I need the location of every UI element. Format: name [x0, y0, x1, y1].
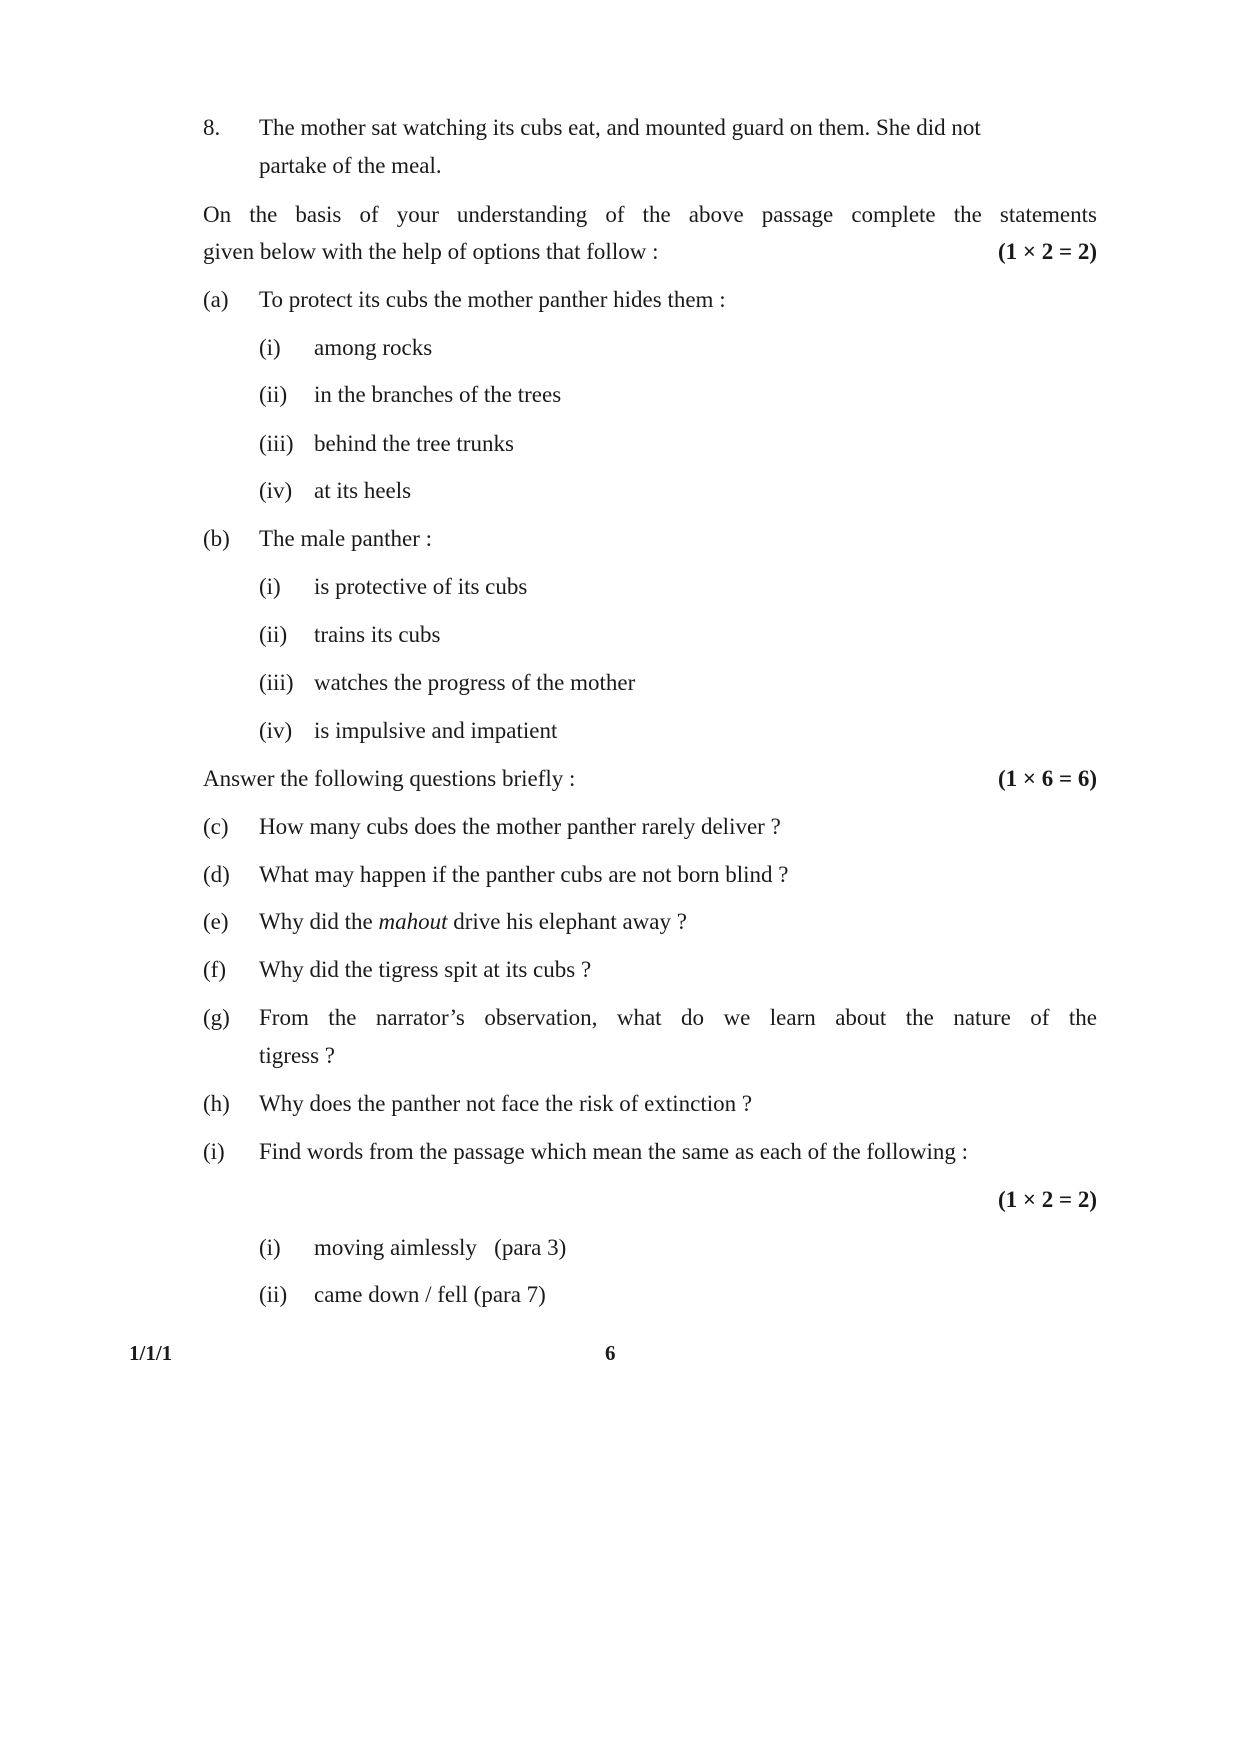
option-text: is impulsive and impatient: [314, 718, 558, 743]
instruction2-text: Answer the following questions briefly :: [203, 766, 576, 791]
option-num: (i): [259, 1235, 281, 1260]
instruction1-line2: given below with the help of options that follow :: [203, 239, 659, 264]
question-a-text: To protect its cubs the mother panther hides them :: [259, 287, 726, 312]
question-label: (d): [203, 862, 230, 887]
question-label: (f): [203, 957, 226, 982]
question-label: (h): [203, 1091, 230, 1116]
page-code: 1/1/1: [129, 1341, 173, 1365]
option-num: (ii): [259, 1282, 288, 1307]
question-text: [259, 910, 687, 933]
option-text: among rocks: [314, 335, 433, 360]
option-text: at its heels: [314, 478, 412, 503]
question-text: How many cubs does the mother panther rarely deliver ?: [259, 814, 781, 839]
question-label: (a): [203, 287, 229, 312]
option-text: behind the tree trunks: [314, 431, 514, 456]
option-num: (iv): [259, 718, 293, 743]
option-num: (ii): [259, 382, 288, 407]
question-text: Why does the panther not face the risk of extinction ?: [259, 1091, 753, 1116]
question-b-text: The male panther :: [259, 526, 433, 551]
question-text-line2: tigress ?: [259, 1043, 336, 1068]
option-text: moving aimlessly (para 3): [314, 1235, 567, 1260]
question-text-line1: From the narrator’s observation, what do we learn about the nature of the: [259, 1005, 1097, 1030]
question-label: (i): [203, 1139, 225, 1164]
option-text: in the branches of the trees: [314, 382, 562, 407]
question-label: (b): [203, 526, 230, 551]
option-num: (ii): [259, 622, 288, 647]
question-text: Why did the tigress spit at its cubs ?: [259, 957, 592, 982]
question-i-text: Find words from the passage which mean the same as each of the following :: [259, 1139, 968, 1164]
option-text: trains its cubs: [314, 622, 441, 647]
option-num: (iii): [259, 670, 294, 695]
item-number: 8.: [203, 115, 221, 140]
option-text: came down / fell (para 7): [314, 1282, 546, 1307]
option-num: (iii): [259, 431, 294, 456]
option-text: is protective of its cubs: [314, 574, 528, 599]
option-num: (iv): [259, 478, 293, 503]
marks-badge: (1 × 6 = 6): [997, 766, 1097, 791]
question-label: (e): [203, 909, 229, 934]
question-text-pre: Why did the: [259, 909, 379, 934]
question-label: (c): [203, 814, 229, 839]
option-num: (i): [259, 574, 281, 599]
marks-badge: (1 × 2 = 2): [997, 1187, 1097, 1212]
question-label: (g): [203, 1005, 230, 1030]
item8-line2: partake of the meal.: [259, 153, 442, 178]
option-num: (i): [259, 335, 281, 360]
instruction1-line1: On the basis of your understanding of the above passage complete the statements: [203, 202, 1097, 227]
question-text: What may happen if the panther cubs are not born blind ?: [259, 862, 789, 887]
italic-term: mahout: [378, 909, 448, 934]
item8-line1: The mother sat watching its cubs eat, and mounted guard on them. She did not: [259, 115, 981, 140]
page-number: 6: [605, 1341, 616, 1365]
question-text-post: drive his elephant away ?: [447, 909, 687, 934]
marks-badge: (1 × 2 = 2): [997, 239, 1097, 264]
option-text: watches the progress of the mother: [314, 670, 636, 695]
